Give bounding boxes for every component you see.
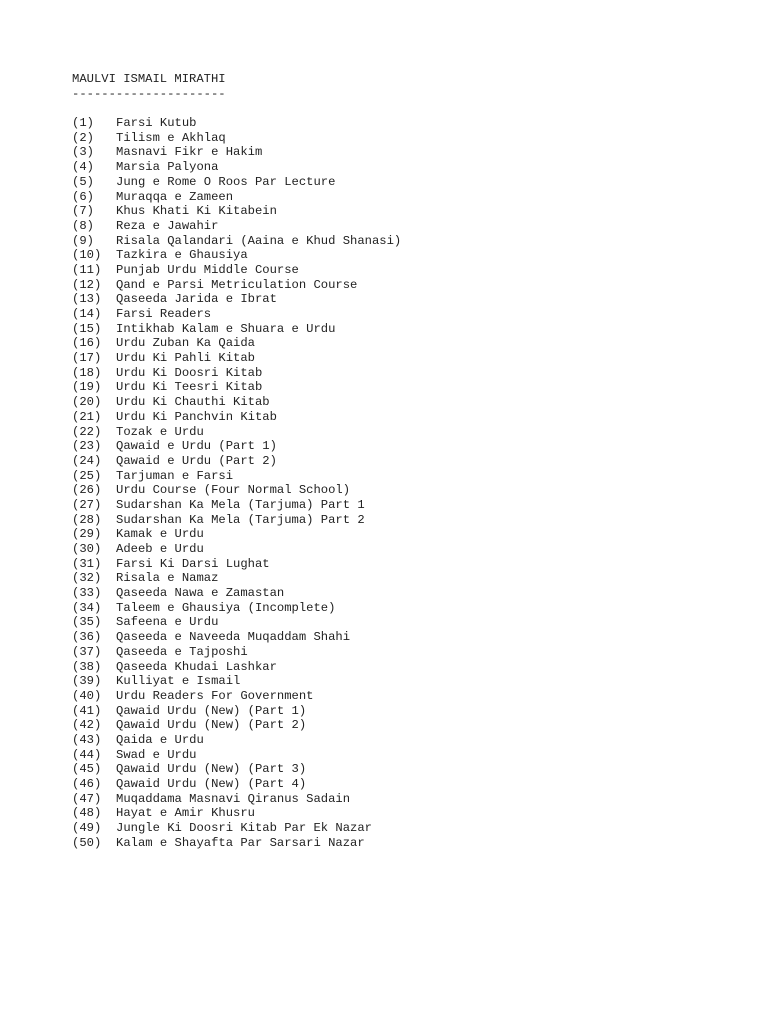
item-number: (25)	[72, 468, 102, 483]
item-number: (3)	[72, 145, 94, 160]
item-title: Urdu Ki Panchvin Kitab	[116, 409, 277, 424]
item-number: (6)	[72, 189, 94, 204]
list-item	[72, 542, 712, 557]
item-number: (33)	[72, 586, 102, 601]
item-title: Jungle Ki Doosri Kitab Par Ek Nazar	[116, 821, 372, 836]
list-item	[72, 175, 712, 190]
list-item	[72, 439, 712, 454]
list-item	[72, 571, 712, 586]
list-item	[72, 527, 712, 542]
list-item	[72, 689, 712, 704]
list-item	[72, 410, 712, 425]
list-item	[72, 806, 712, 821]
list-item	[72, 777, 712, 792]
item-number: (10)	[72, 248, 102, 263]
item-title: Qaseeda Khudai Lashkar	[116, 659, 277, 674]
item-title: Urdu Readers For Government	[116, 688, 314, 703]
item-title: Taleem e Ghausiya (Incomplete)	[116, 600, 336, 615]
item-title: Qawaid Urdu (New) (Part 2)	[116, 718, 307, 733]
list-item	[72, 660, 712, 675]
item-number: (4)	[72, 160, 94, 175]
item-number: (28)	[72, 512, 102, 527]
list-item	[72, 454, 712, 469]
item-number: (44)	[72, 747, 102, 762]
item-title: Qaseeda e Naveeda Muqaddam Shahi	[116, 630, 351, 645]
list-item	[72, 248, 712, 263]
list-item	[72, 219, 712, 234]
list-item	[72, 674, 712, 689]
document-heading: MAULVI ISMAIL MIRATHI	[72, 72, 226, 86]
list-item	[72, 645, 712, 660]
list-item	[72, 557, 712, 572]
item-title: Qand e Parsi Metriculation Course	[116, 277, 358, 292]
list-item	[72, 821, 712, 836]
item-title: Intikhab Kalam e Shuara e Urdu	[116, 321, 336, 336]
item-title: Risala e Namaz	[116, 571, 219, 586]
item-title: Urdu Course (Four Normal School)	[116, 483, 351, 498]
item-title: Sudarshan Ka Mela (Tarjuma) Part 1	[116, 497, 365, 512]
item-title: Swad e Urdu	[116, 747, 197, 762]
item-title: Qaseeda e Tajposhi	[116, 644, 248, 659]
item-number: (43)	[72, 732, 102, 747]
item-number: (16)	[72, 336, 102, 351]
list-item	[72, 336, 712, 351]
item-number: (24)	[72, 453, 102, 468]
list-item	[72, 601, 712, 616]
item-number: (48)	[72, 806, 102, 821]
item-title: Farsi Ki Darsi Lughat	[116, 556, 270, 571]
item-title: Reza e Jawahir	[116, 218, 219, 233]
item-number: (11)	[72, 262, 102, 277]
item-title: Urdu Ki Doosri Kitab	[116, 365, 263, 380]
item-title: Sudarshan Ka Mela (Tarjuma) Part 2	[116, 512, 365, 527]
item-title: Jung e Rome O Roos Par Lecture	[116, 174, 336, 189]
list-item	[72, 513, 712, 528]
item-number: (20)	[72, 395, 102, 410]
list-item	[72, 322, 712, 337]
item-number: (14)	[72, 307, 102, 321]
item-number: (35)	[72, 615, 102, 630]
item-number: (32)	[72, 571, 102, 586]
item-number: (34)	[72, 600, 102, 615]
item-title: Kalam e Shayafta Par Sarsari Nazar	[116, 835, 365, 850]
list-item	[72, 145, 712, 160]
list-item	[72, 160, 712, 175]
list-item	[72, 483, 712, 498]
document-page	[72, 72, 712, 850]
list-item	[72, 131, 712, 146]
item-title: Qawaid e Urdu (Part 1)	[116, 439, 277, 454]
item-number: (18)	[72, 365, 102, 380]
item-number: (45)	[72, 762, 102, 777]
item-title: Hayat e Amir Khusru	[116, 806, 255, 821]
item-number: (26)	[72, 483, 102, 498]
item-title: Marsia Palyona	[116, 160, 219, 175]
item-number: (9)	[72, 233, 94, 248]
item-number: (50)	[72, 835, 102, 850]
list-item	[72, 586, 712, 601]
list-item	[72, 469, 712, 484]
item-title: Qaseeda Jarida e Ibrat	[116, 292, 277, 307]
item-title: Urdu Zuban Ka Qaida	[116, 336, 255, 351]
blank-line	[72, 101, 712, 116]
book-list	[72, 116, 712, 850]
item-title: Urdu Ki Pahli Kitab	[116, 351, 255, 366]
list-item	[72, 630, 712, 645]
item-number: (29)	[72, 527, 102, 542]
item-number: (17)	[72, 351, 102, 366]
item-title: Urdu Ki Chauthi Kitab	[116, 395, 270, 410]
item-title: Tilism e Akhlaq	[116, 130, 226, 145]
item-title: Masnavi Fikr e Hakim	[116, 145, 263, 160]
list-item	[72, 307, 712, 322]
list-item	[72, 190, 712, 205]
item-title: Muqaddama Masnavi Qiranus Sadain	[116, 791, 351, 806]
list-item	[72, 351, 712, 366]
list-item	[72, 792, 712, 807]
list-item	[72, 425, 712, 440]
item-title: Urdu Ki Teesri Kitab	[116, 380, 263, 395]
item-number: (39)	[72, 674, 102, 689]
item-number: (42)	[72, 718, 102, 733]
list-item	[72, 395, 712, 410]
item-title: Adeeb e Urdu	[116, 542, 204, 556]
item-number: (40)	[72, 688, 102, 703]
item-number: (37)	[72, 644, 102, 659]
item-title: Qawaid Urdu (New) (Part 1)	[116, 703, 307, 718]
item-number: (19)	[72, 380, 102, 395]
list-item	[72, 263, 712, 278]
item-title: Qawaid e Urdu (Part 2)	[116, 453, 277, 468]
item-number: (47)	[72, 791, 102, 806]
item-number: (31)	[72, 556, 102, 571]
item-number: (2)	[72, 130, 94, 145]
list-item	[72, 762, 712, 777]
list-item	[72, 278, 712, 293]
item-number: (38)	[72, 659, 102, 674]
item-title: Qaida e Urdu	[116, 732, 204, 747]
list-item	[72, 292, 712, 307]
item-title: Farsi Readers	[116, 307, 212, 321]
item-number: (1)	[72, 116, 94, 131]
item-number: (12)	[72, 277, 102, 292]
item-title: Tozak e Urdu	[116, 424, 204, 439]
item-title: Kamak e Urdu	[116, 527, 204, 542]
item-number: (13)	[72, 292, 102, 307]
item-title: Safeena e Urdu	[116, 615, 219, 630]
item-number: (49)	[72, 821, 102, 836]
item-number: (7)	[72, 204, 94, 219]
item-number: (22)	[72, 424, 102, 439]
item-title: Tarjuman e Farsi	[116, 468, 234, 483]
item-title: Tazkira e Ghausiya	[116, 248, 248, 263]
list-item	[72, 615, 712, 630]
item-number: (30)	[72, 542, 102, 556]
list-item	[72, 733, 712, 748]
list-item	[72, 366, 712, 381]
item-number: (8)	[72, 218, 94, 233]
item-title: Punjab Urdu Middle Course	[116, 262, 299, 277]
item-title: Kulliyat e Ismail	[116, 674, 241, 689]
item-title: Qawaid Urdu (New) (Part 4)	[116, 777, 307, 791]
item-number: (46)	[72, 777, 102, 791]
heading-underline: ---------------------	[72, 86, 226, 101]
item-number: (41)	[72, 703, 102, 718]
item-title: Qaseeda Nawa e Zamastan	[116, 586, 285, 601]
item-number: (15)	[72, 321, 102, 336]
list-item	[72, 718, 712, 733]
item-number: (5)	[72, 174, 94, 189]
item-number: (36)	[72, 630, 102, 645]
list-item	[72, 498, 712, 513]
item-number: (23)	[72, 439, 102, 454]
item-title: Muraqqa e Zameen	[116, 189, 234, 204]
list-item	[72, 116, 712, 131]
item-number: (27)	[72, 497, 102, 512]
list-item	[72, 380, 712, 395]
list-item	[72, 704, 712, 719]
list-item	[72, 836, 712, 851]
list-item	[72, 204, 712, 219]
list-item	[72, 748, 712, 763]
item-title: Qawaid Urdu (New) (Part 3)	[116, 762, 307, 777]
item-title: Farsi Kutub	[116, 116, 197, 131]
item-number: (21)	[72, 409, 102, 424]
item-title: Risala Qalandari (Aaina e Khud Shanasi)	[116, 233, 402, 248]
list-item	[72, 234, 712, 249]
item-title: Khus Khati Ki Kitabein	[116, 204, 277, 219]
